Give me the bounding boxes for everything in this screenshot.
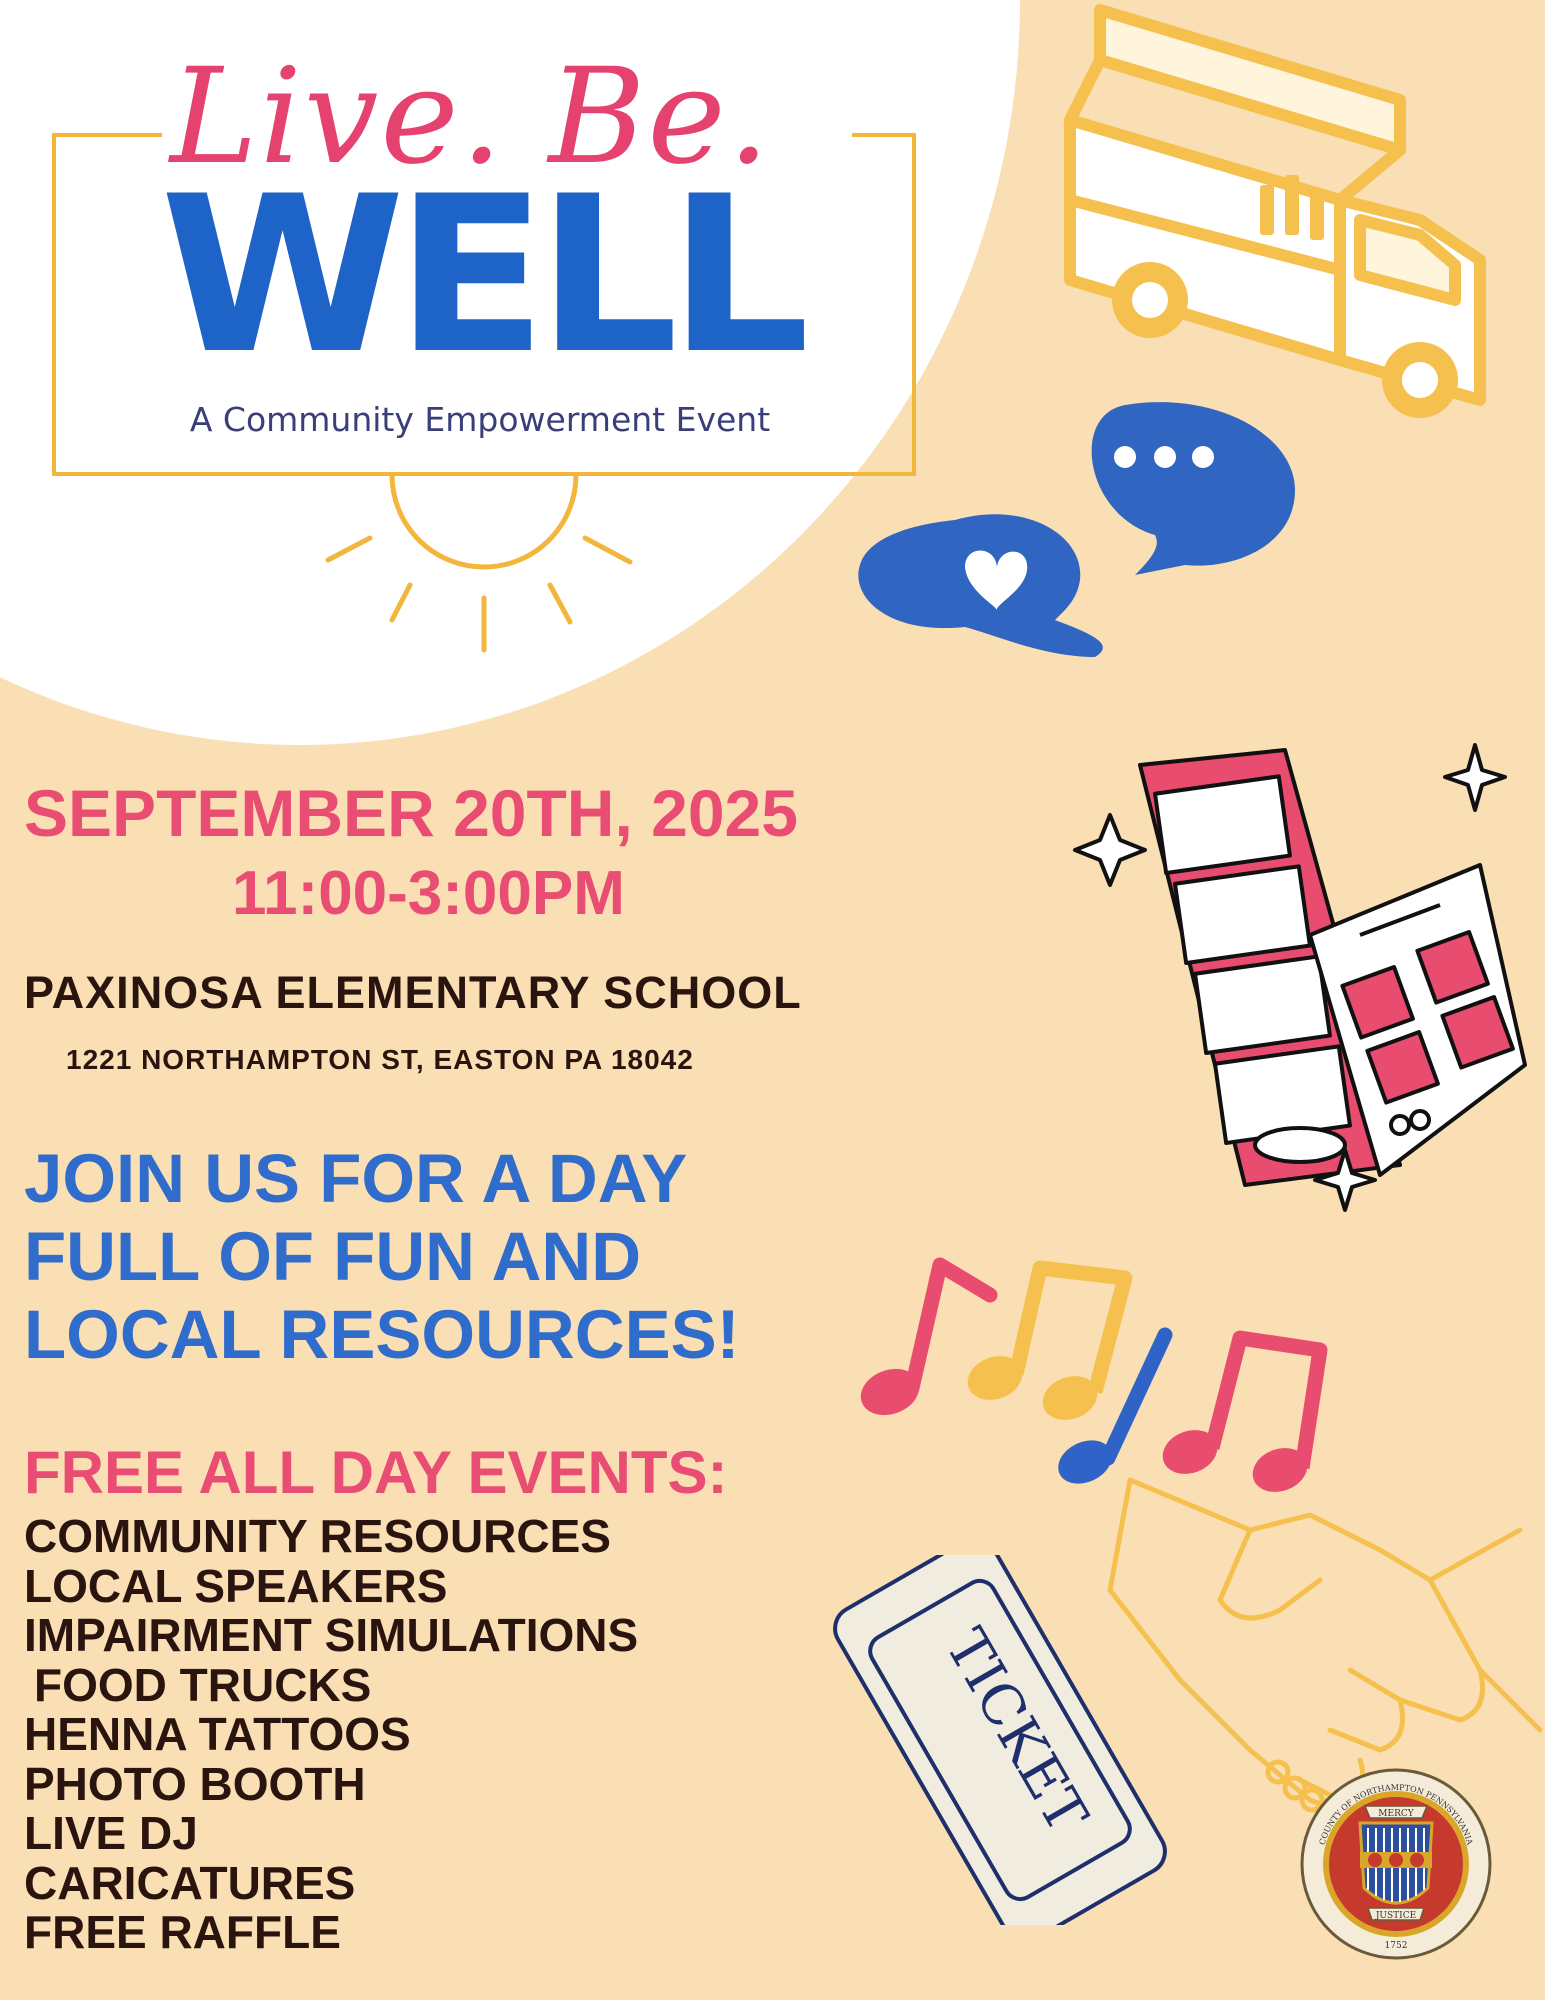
seal-ring-text: COUNTY OF NORTHAMPTON PENNSYLVANIA: [1317, 1782, 1475, 1846]
event-date: SEPTEMBER 20TH, 2025: [24, 776, 798, 850]
seal-year: 1752: [1384, 1941, 1408, 1951]
ticket-label: TICKET: [932, 1618, 1100, 1844]
logo-script-text: Live. Be.: [170, 40, 772, 194]
seal-banner-top: MERCY: [1378, 1809, 1414, 1819]
food-truck-icon: [1040, 0, 1500, 450]
event-time: 11:00-3:00PM: [232, 859, 625, 928]
invite-message: [24, 1140, 740, 1374]
list-item: HENNA TATTOOS: [24, 1708, 411, 1760]
seal-banner-bottom: JUSTICE: [1375, 1911, 1417, 1921]
music-notes-icon: [850, 1220, 1370, 1500]
list-item: COMMUNITY RESOURCES: [24, 1510, 611, 1562]
invite-line: JOIN US FOR A DAY: [24, 1140, 688, 1217]
list-item: CARICATURES: [24, 1856, 356, 1909]
logo-tagline: A Community Empowerment Event: [189, 400, 771, 439]
list-item: IMPAIRMENT SIMULATIONS: [24, 1609, 639, 1661]
event-venue: PAXINOSA ELEMENTARY SCHOOL: [24, 967, 802, 1018]
speech-bubbles-icon: [855, 395, 1305, 665]
free-events-list: [24, 1512, 638, 1958]
list-item: PHOTO BOOTH: [24, 1757, 366, 1810]
sun-icon: [320, 470, 650, 660]
photo-strip-icon: [1060, 735, 1530, 1220]
ticket-icon: [815, 1555, 1185, 1925]
county-seal-icon: [1300, 1768, 1492, 1960]
list-item: FOOD TRUCKS: [34, 1658, 372, 1711]
invite-line: LOCAL RESOURCES!: [24, 1296, 740, 1373]
invite-line: FULL OF FUN AND: [24, 1218, 642, 1295]
event-address: 1221 NORTHAMPTON ST, EASTON PA 18042: [66, 1044, 694, 1075]
list-item: LIVE DJ: [24, 1807, 198, 1859]
logo-well-text: WELL: [160, 150, 800, 401]
free-events-heading: FREE ALL DAY EVENTS:: [24, 1439, 728, 1506]
list-item: LOCAL SPEAKERS: [24, 1559, 448, 1612]
list-item: FREE RAFFLE: [24, 1906, 341, 1958]
